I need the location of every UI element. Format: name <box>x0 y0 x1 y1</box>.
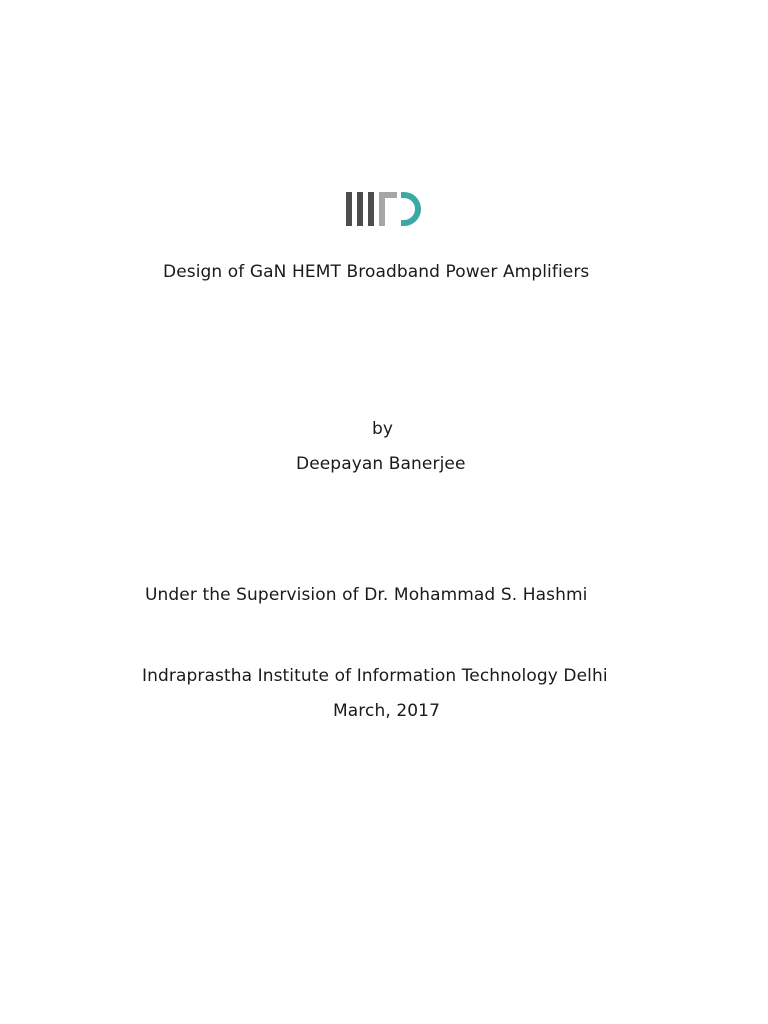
submission-date: March, 2017 <box>333 701 440 721</box>
author-name: Deepayan Banerjee <box>296 454 466 474</box>
institute-name: Indraprastha Institute of Information Technology Delhi <box>142 666 608 686</box>
iiitd-logo-icon <box>346 190 422 228</box>
supervision-line: Under the Supervision of Dr. Mohammad S. Hashmi <box>145 585 588 605</box>
by-label: by <box>372 419 394 439</box>
thesis-title: Design of GaN HEMT Broadband Power Amplifiers <box>163 262 590 282</box>
